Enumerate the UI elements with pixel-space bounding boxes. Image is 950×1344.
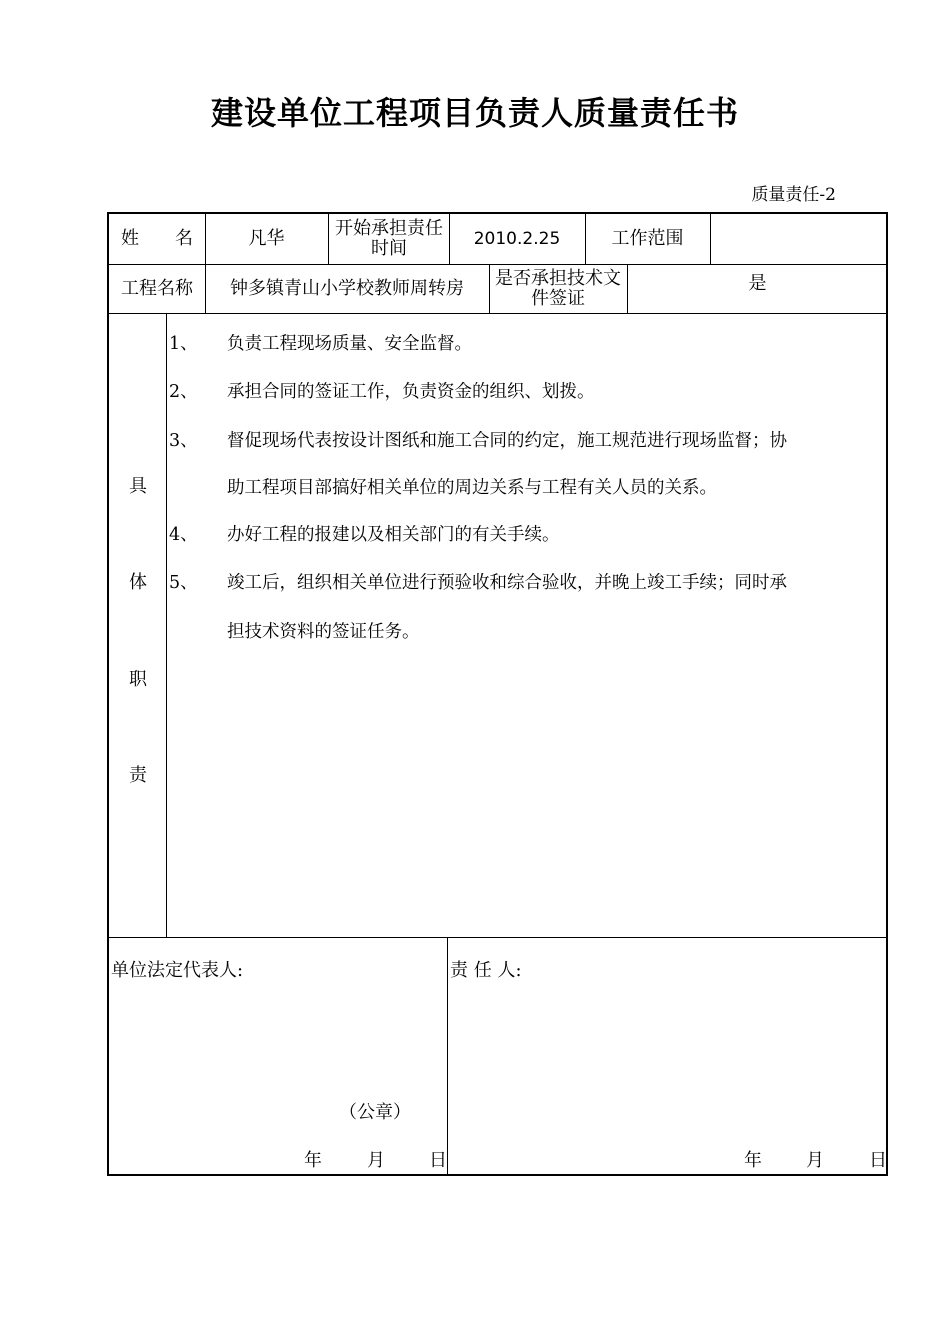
duties-label-char: 责 (129, 765, 147, 786)
duty-number: 3、 (169, 431, 198, 451)
col-divider (328, 214, 329, 264)
work-scope-label: 工作范围 (611, 228, 684, 249)
document-number: 质量责任-2 (751, 185, 836, 205)
date-day-label: 日 (429, 1150, 447, 1171)
seal-label: （公章） (339, 1102, 411, 1123)
duty-number: 5、 (169, 573, 198, 593)
document-title: 建设单位工程项目负责人质量责任书 (210, 94, 739, 132)
duty-text: 督促现场代表按设计图纸和施工合同的约定，施工规范进行现场监督；协 (227, 431, 787, 451)
start-time-value: 2010.2.25 (473, 229, 561, 249)
duty-text: 负责工程现场质量、安全监督。 (227, 334, 472, 354)
name-label: 姓 名 (121, 228, 193, 249)
row-divider (109, 313, 888, 314)
row-divider (109, 937, 888, 938)
start-time-label: 开始承担责任时间 (335, 218, 443, 259)
date-month-label: 月 (806, 1150, 824, 1171)
date-month-label: 月 (367, 1150, 385, 1171)
duty-text: 办好工程的报建以及相关部门的有关手续。 (227, 525, 560, 545)
legal-representative-label: 单位法定代表人: (111, 960, 244, 981)
duty-number: 2、 (169, 382, 198, 402)
duty-text: 承担合同的签证工作，负责资金的组织、划拨。 (227, 382, 595, 402)
date-day-label: 日 (869, 1150, 887, 1171)
duties-label-char: 体 (129, 572, 147, 593)
duties-label-char: 职 (129, 669, 147, 690)
col-divider (447, 937, 448, 1176)
duty-text: 竣工后，组织相关单位进行预验收和综合验收，并晚上竣工手续；同时承 (227, 573, 787, 593)
project-name-label: 工程名称 (121, 277, 193, 299)
responsible-person-label: 责 任 人: (450, 960, 522, 981)
duty-number: 1、 (169, 334, 198, 354)
col-divider (166, 313, 167, 937)
project-name-value: 钟多镇青山小学校教师周转房 (230, 277, 464, 299)
duties-label-char: 具 (129, 476, 147, 497)
duty-text: 助工程项目部搞好相关单位的周边关系与工程有关人员的关系。 (227, 478, 717, 498)
work-scope-value (710, 214, 888, 264)
date-year-label: 年 (304, 1150, 322, 1171)
duty-text: 担技术资料的签证任务。 (227, 622, 420, 642)
col-divider (489, 264, 490, 313)
name-value: 凡华 (248, 228, 285, 249)
date-year-label: 年 (744, 1150, 762, 1171)
tech-signoff-value: 是 (748, 273, 767, 294)
responsibility-table (107, 212, 888, 1176)
tech-signoff-label: 是否承担技术文件签证 (495, 267, 621, 309)
duty-number: 4、 (169, 525, 198, 545)
